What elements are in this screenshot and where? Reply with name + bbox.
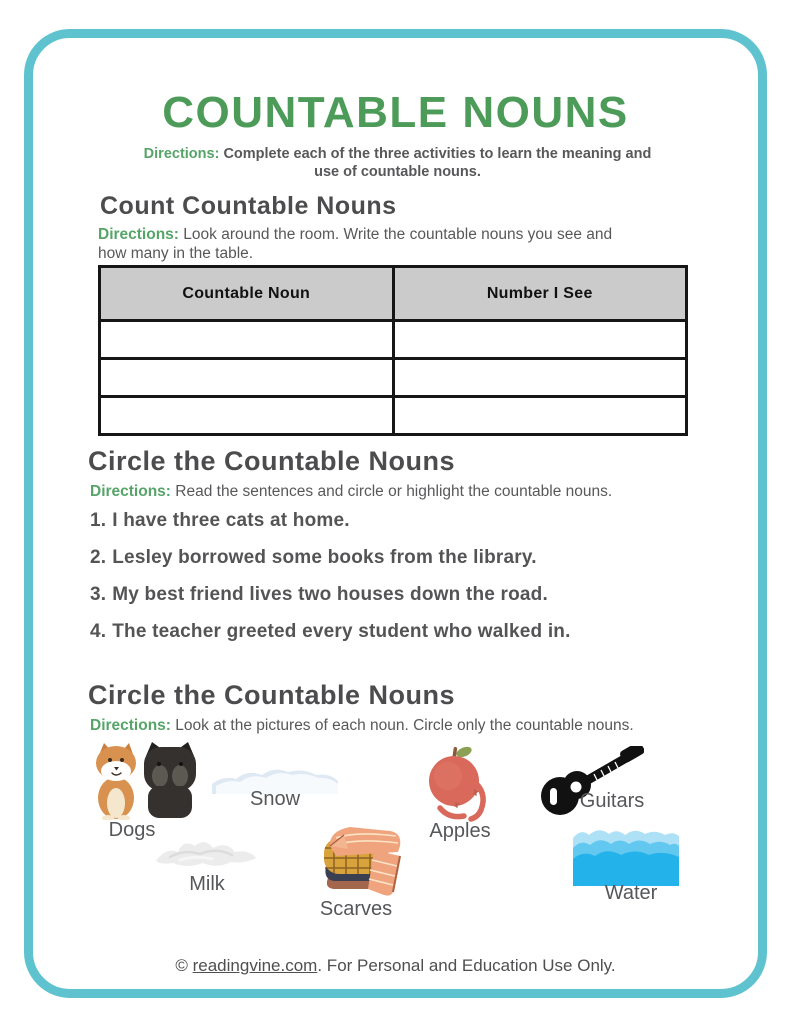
water-icon — [573, 826, 679, 886]
copyright-suffix: . For Personal and Education Use Only. — [317, 956, 616, 975]
sentence-number: 3. — [90, 584, 107, 605]
scarves-icon — [316, 818, 408, 898]
activity3-directions — [90, 717, 710, 736]
copyright-footer — [0, 956, 791, 976]
table-cell — [393, 397, 687, 435]
noun-item-milk — [150, 831, 262, 895]
noun-pictures — [80, 738, 730, 923]
activity1-heading: Count Countable Nouns — [100, 192, 397, 220]
directions-label: Directions: — [98, 226, 179, 243]
column-header-number-i-see: Number I See — [393, 267, 687, 321]
noun-label: Scarves — [319, 898, 393, 920]
table-header-row — [100, 267, 687, 321]
table-row — [100, 359, 687, 397]
activity2-heading: Circle the Countable Nouns — [88, 446, 456, 476]
table-cell — [393, 321, 687, 359]
noun-item-water — [573, 826, 679, 904]
noun-item-guitars — [532, 746, 644, 823]
noun-item-scarves — [316, 818, 408, 920]
apples-icon — [424, 744, 500, 824]
directions-text: Look around the room. Write the countable nouns you see and how many in the table. — [98, 226, 613, 262]
table-row — [100, 397, 687, 435]
directions-text: Read the sentences and circle or highlight the countable nouns. — [175, 483, 613, 500]
copyright-prefix: © — [175, 956, 193, 975]
noun-item-apples — [424, 744, 500, 842]
directions-text: Look at the pictures of each noun. Circle only the countable nouns. — [175, 717, 634, 734]
noun-label: Snow — [249, 788, 301, 810]
sentence-list — [90, 509, 571, 657]
noun-item-dogs — [84, 740, 204, 841]
main-directions — [140, 146, 655, 181]
sentence-text: Lesley borrowed some books from the library. — [112, 547, 537, 568]
table-cell — [393, 359, 687, 397]
activity1-directions — [98, 226, 643, 264]
noun-label: Milk — [189, 873, 225, 895]
sentence-item — [90, 546, 571, 570]
directions-label: Directions: — [143, 146, 220, 162]
sentence-number: 4. — [90, 621, 107, 642]
sentence-item — [90, 509, 571, 533]
sentence-text: The teacher greeted every student who walked in. — [112, 621, 571, 642]
sentence-number: 2. — [90, 547, 107, 568]
sentence-item — [90, 583, 571, 607]
column-header-countable-noun: Countable Noun — [100, 267, 394, 321]
directions-label: Directions: — [90, 717, 171, 734]
noun-label: Apples — [429, 820, 491, 842]
countable-nouns-table — [98, 265, 688, 436]
activity2-directions — [90, 483, 710, 502]
noun-label: Guitars — [579, 790, 645, 812]
page-title: COUNTABLE NOUNS — [162, 88, 629, 137]
table-cell — [100, 397, 394, 435]
noun-label: Dogs — [108, 819, 156, 841]
sentence-text: My best friend lives two houses down the road. — [112, 584, 548, 605]
sentence-text: I have three cats at home. — [112, 510, 350, 531]
table-cell — [100, 321, 394, 359]
sentence-number: 1. — [90, 510, 107, 531]
milk-icon — [150, 831, 262, 875]
directions-label: Directions: — [90, 483, 171, 500]
noun-label: Water — [604, 882, 658, 904]
dogs-icon — [84, 740, 204, 820]
noun-item-snow — [212, 762, 338, 810]
activity3-heading: Circle the Countable Nouns — [88, 680, 456, 710]
readingvine-link[interactable]: readingvine.com — [192, 956, 318, 975]
sentence-item — [90, 620, 571, 644]
directions-text: Complete each of the three activities to learn the meaning and use of countable nouns. — [223, 146, 652, 180]
table-cell — [100, 359, 394, 397]
table-row — [100, 321, 687, 359]
